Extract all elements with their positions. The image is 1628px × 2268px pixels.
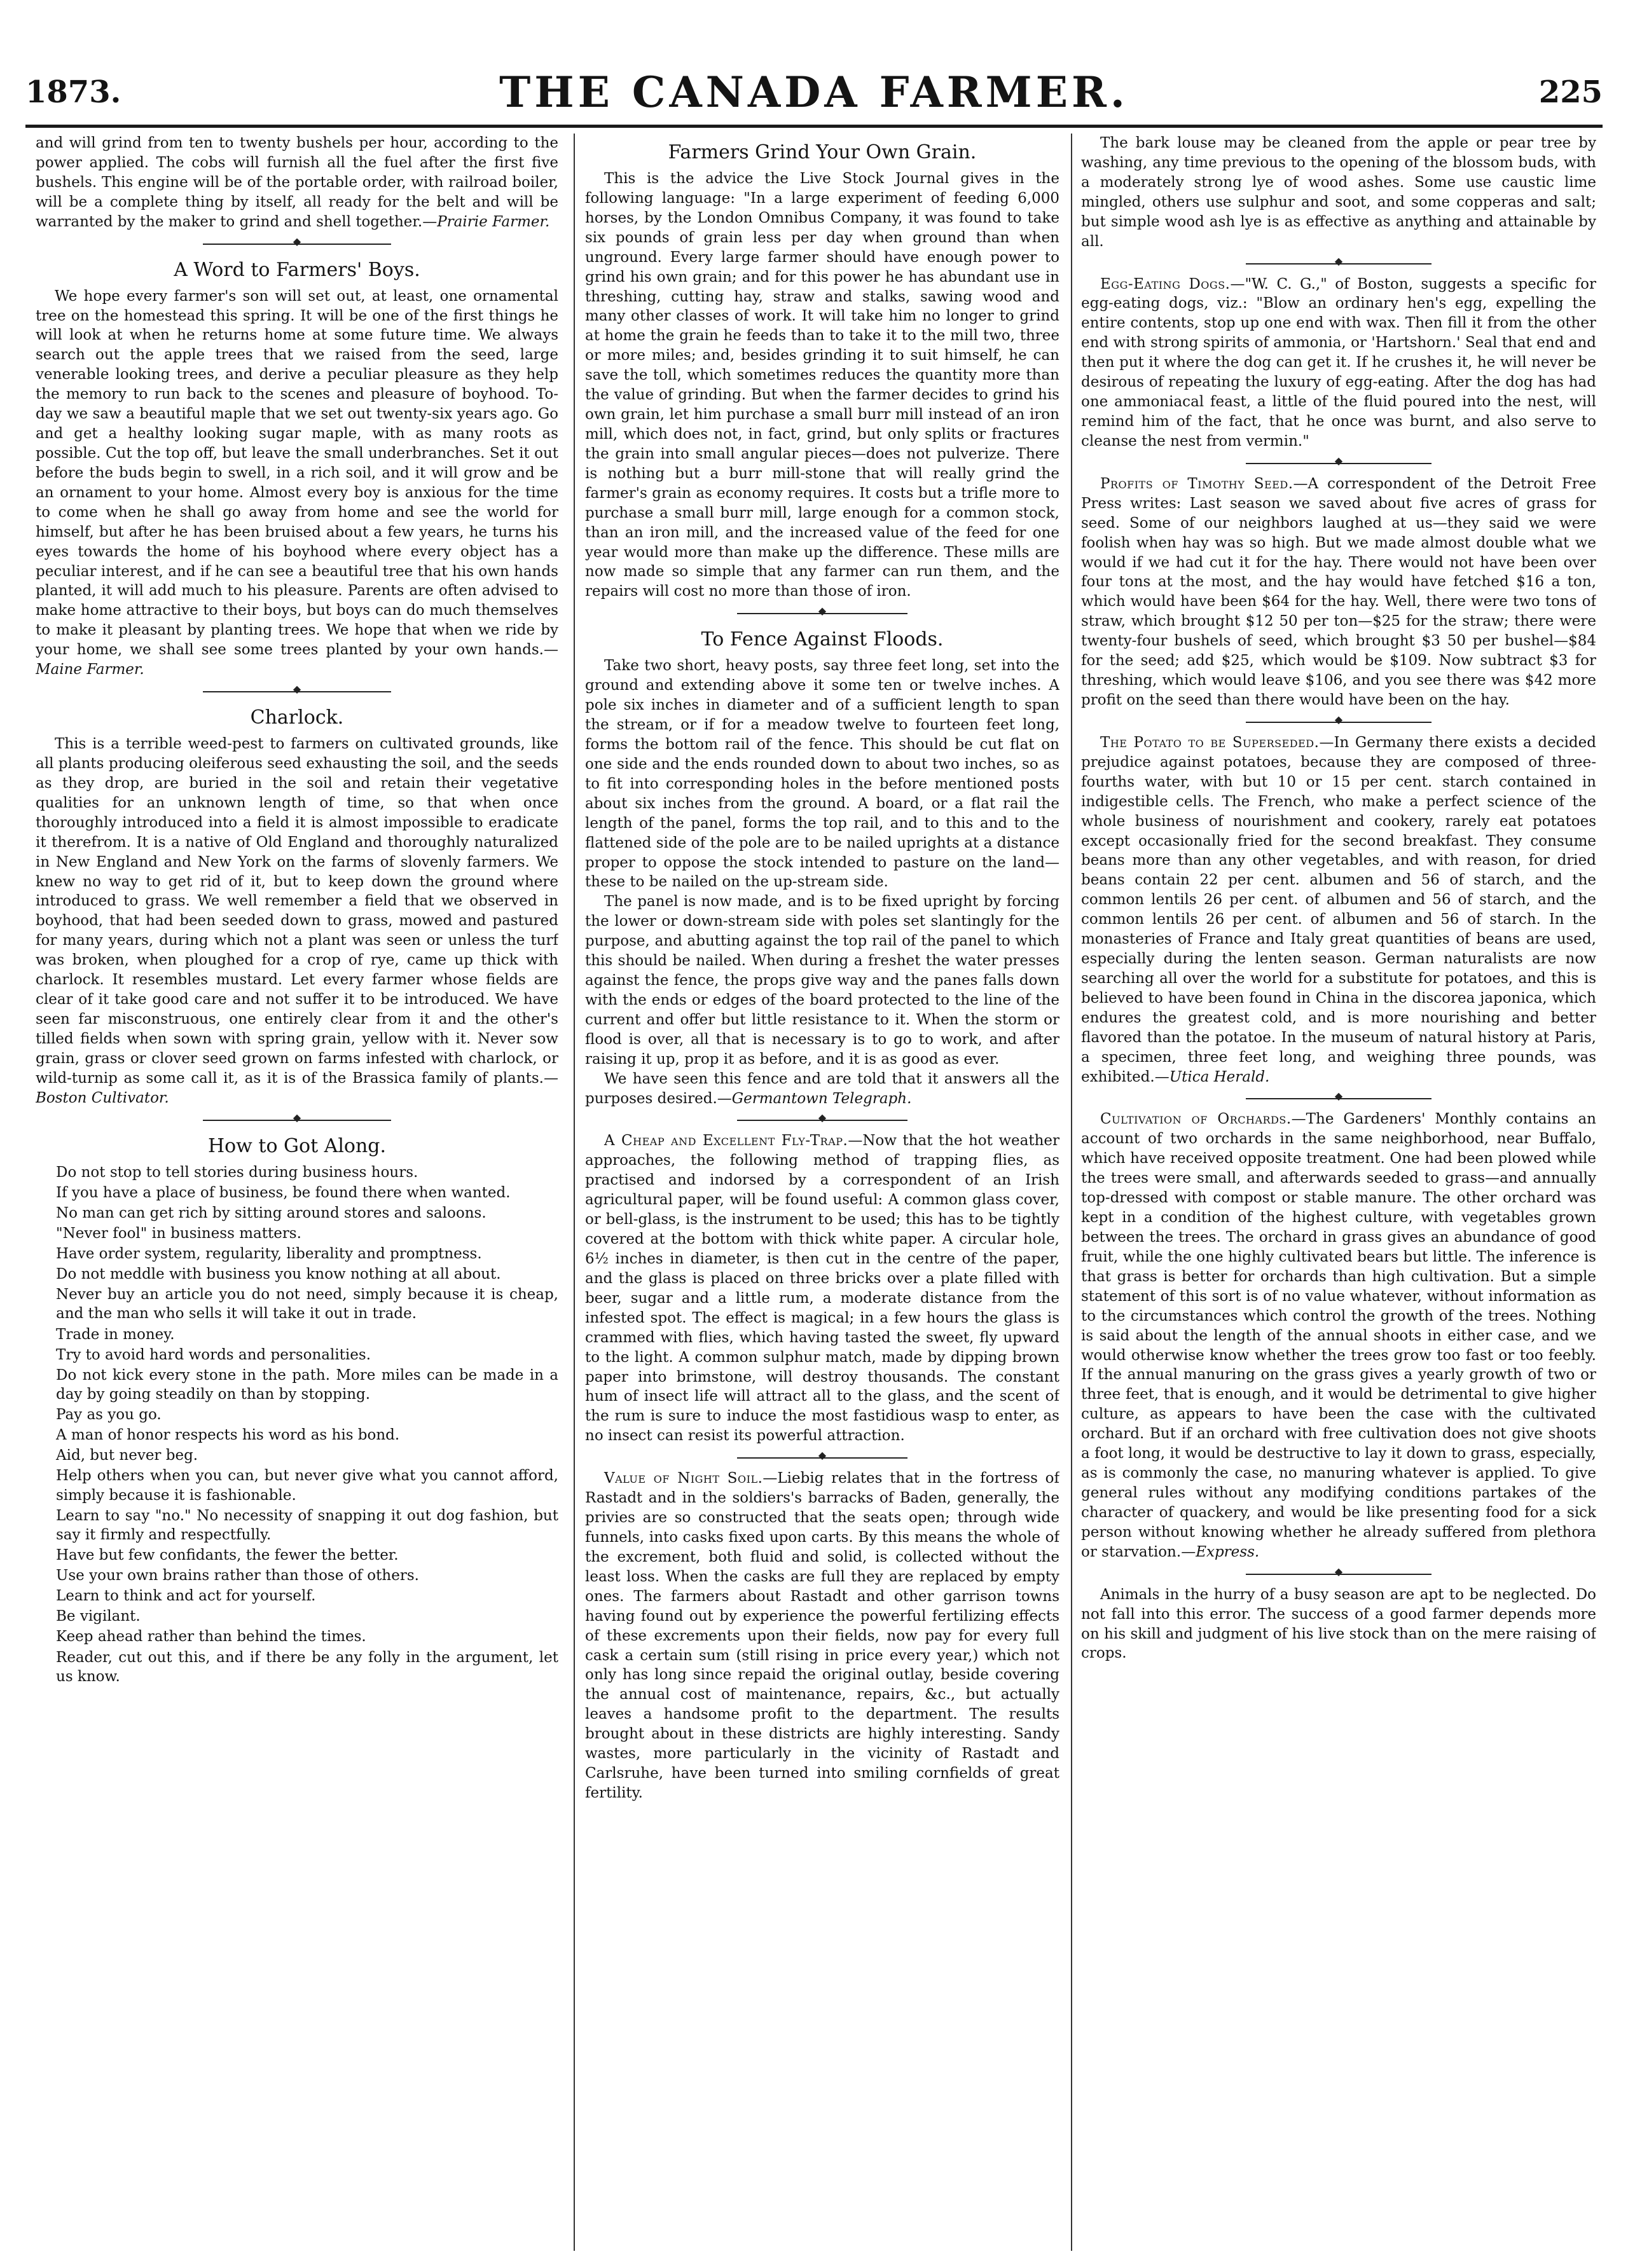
- article-text: The bark louse may be cleaned from the apple or pear tree by washing, any time previous to the opening of the blossom buds, with a moderately strong lye of wood ashes. Some use caustic lime mingled, others use sulphur and soot, and some copperas and salt; but simple wood ash lye is as effective as anything and attainable by all.: [1081, 135, 1596, 250]
- tip-item: A man of honor respects his word as his bond.: [56, 1427, 400, 1444]
- column-rule: [574, 134, 575, 2251]
- article-text: Animals in the hurry of a busy season are apt to be neglected. Do not fall into this error. The success of a good farmer depends more on his skill and judgment of his live stock than on the mere raising of crops.: [1081, 1586, 1596, 1662]
- section-divider: [1081, 715, 1596, 729]
- article-potato: [1081, 733, 1596, 1087]
- section-divider: [585, 1113, 1059, 1127]
- article-title: Charlock.: [250, 706, 344, 729]
- article-title: To Fence Against Floods.: [701, 628, 944, 651]
- article-source: —Maine Farmer.: [36, 642, 558, 678]
- article-egg-dogs: [1081, 275, 1596, 451]
- article-text: —Now that the hot weather approaches, the following method of trapping flies, as practised and indorsed by a correspondent of an Irish agricultural paper, will be found useful: A common glass cover, or bell-glass, is the instrument to be used; this has to be tightly covered at the bottom with thick white paper. A circular hole, 6½ inches in diameter, is then cut in the centre of the paper, and the glass is placed on three bricks over a plate filled with beer, sugar and a little rum, a moderate distance from the infested spot. The effect is magical; in a few hours the glass is crammed with flies, which having tasted the sweet, fly upward to the light. A common sulphur match, made by dipping brown paper into brimstone, will destroy thousands. The constant hum of insect life will attract all to the glass, and the scent of the rum is sure to induce the most fastidious wasp to enter, as no insect can resist its powerful attraction.: [585, 1132, 1059, 1445]
- section-divider: [36, 685, 558, 699]
- article-lead: The Potato to be Superseded.: [1100, 734, 1320, 751]
- article-bark-louse: [1081, 134, 1596, 252]
- article-text: and will grind from ten to twenty bushels per hour, according to the power applied. The cobs will furnish all the fuel after the first five bushels. This engine will be of the portable order, with railroad boiler, will be a complete thing by itself, all ready for the belt and will be warranted by the maker to grind and shell together.: [36, 135, 558, 230]
- tip-item: Learn to say "no." No necessity of snapping it out dog fashion, but say it firmly and respectfully.: [56, 1507, 558, 1543]
- article-lead: Cultivation of Orchards.: [1100, 1111, 1292, 1128]
- article-text: —"W. C. G.," of Boston, suggests a specific for egg-eating dogs, viz.: "Blow an ordinary hen's egg, expelling the entire contents, stop up one end with wax. Then fill it from the other end with strong spirits of ammonia, or 'Hartshorn.' Seal that end and then put it where the dog can get it. If he crushes it, he will never be desirous of repeating the luxury of egg-eating. After the dog has had one ammoniacal feast, a little of the fluid poured into the nest, will remind him of the fact, that he once was burnt, and also serve to cleanse the nest from vermin.": [1081, 275, 1596, 450]
- column-1: [36, 134, 558, 2257]
- tip-item: Use your own brains rather than those of others.: [56, 1567, 419, 1584]
- article-title: Farmers Grind Your Own Grain.: [668, 141, 977, 163]
- article-fly-trap: [585, 1131, 1059, 1446]
- section-divider: [1081, 457, 1596, 471]
- tip-item: Pay as you go.: [56, 1406, 162, 1424]
- tip-item: Reader, cut out this, and if there be any folly in the argument, let us know.: [56, 1649, 558, 1685]
- tip-item: Aid, but never beg.: [56, 1447, 198, 1464]
- tip-item: Do not meddle with business you know nothing at all about.: [56, 1266, 501, 1283]
- masthead-rule: [25, 125, 1603, 128]
- tip-item: Keep ahead rather than behind the times.: [56, 1628, 366, 1646]
- article-title: A Word to Farmers' Boys.: [174, 258, 420, 281]
- tip-item: Try to avoid hard words and personalities.: [56, 1346, 371, 1363]
- article-text: Take two short, heavy posts, say three feet long, set into the ground and extending above it some ten or twelve inches. A pole six inches in diameter and of a sufficient length to span the stream, or if for a meadow twelve to fourteen feet long, forms the bottom rail of the fence. This should be cut flat on one side and the ends rounded down to about two inches, so as to fit into corresponding holes in the before mentioned posts about six inches from the ground. A board, or a flat rail the length of the panel, forms the top rail, and to this and to the flattened side of the pole are to be nailed uprights at a distance proper to oppose the stock intended to pasture on the land—these to be nailed on the up-stream side.: [585, 657, 1059, 891]
- article-lead: Profits of Timothy Seed.: [1100, 475, 1293, 492]
- article-title: How to Got Along.: [207, 1134, 387, 1157]
- tip-item: Have but few confidants, the fewer the better.: [56, 1546, 399, 1564]
- tip-item: Do not stop to tell stories during business hours.: [56, 1164, 418, 1181]
- article-animals: [1081, 1585, 1596, 1664]
- tip-item: Learn to think and act for yourself.: [56, 1588, 316, 1605]
- tip-item: "Never fool" in business matters.: [56, 1225, 301, 1242]
- article-source: —Prairie Farmer.: [422, 213, 550, 230]
- masthead-year: 1873.: [25, 74, 121, 110]
- article-grind-grain: [585, 141, 1059, 601]
- article-text: This is the advice the Live Stock Journal gives in the following language: "In a large experiment of feeding 6,000 horses, by the London Omnibus Company, it was found to take six pounds of grain less per day when ground than when unground. Every large farmer should have enough power to grind his own grain; and for this power he has abundant use in threshing, cutting hay, straw and stalks, sawing wood and many other classes of work. It will take him no longer to grind at home the grain he feeds than to take it to the mill two, three or more miles; and, besides grinding it to suit himself, he can save the toll, which sometimes reduces the quantity more than the value of grinding. But when the farmer decides to grind his own grain, let him purchase a small burr mill instead of an iron mill, which does not, in fact, grind, but only splits or fractures the grain into small angular pieces—does not pulverize. There is nothing but a burr mill-stone that will really grind the farmer's grain as economy requires. It costs but a trifle more to purchase a small burr mill, large enough for a common stock, than an iron mill, and the increased value of the feed for one year would more than make up the difference. These mills are now made so simple that any farmer can run them, and the repairs will cost no more than those of iron.: [585, 170, 1059, 600]
- article-orchards: [1081, 1110, 1596, 1562]
- tip-item: Trade in money.: [56, 1326, 175, 1343]
- section-divider: [1081, 1092, 1596, 1106]
- article-lead: A Cheap and Excellent Fly-Trap.: [604, 1132, 848, 1150]
- section-divider: [36, 1113, 558, 1127]
- masthead-title: THE CANADA FARMER.: [499, 67, 1129, 117]
- tip-item: Have order system, regularity, liberality and promptness.: [56, 1246, 482, 1263]
- article-word-to-boys: [36, 259, 558, 680]
- article-text: This is a terrible weed-pest to farmers on cultivated grounds, like all plants producing oleiferous seed exhausting the soil, and the seeds as they drop, are buried in the soil and retain their vegetative qualities for an unknown length of time, so that when once thoroughly introduced into a field it is almost impossible to eradicate it therefrom. It is a native of Old England and thoroughly naturalized in New England and New York on the farms of slovenly farmers. We knew no way to get rid of it, but to keep down the ground where introduced to grass. We well remember a field that we observed in boyhood, that had been seeded down to grass, mowed and pastured for many years, during which not a plant was seen or unless the turf was broken, when ploughed for a crop of rye, came up thick with charlock. It resembles mustard. Let every farmer whose fields are clear of it take good care and not suffer it to be introduced. We have seen far misconstruous, one entirely clear from it and the other's tilled fields when sown with spring grain, yellow with it. Never sow grain, grass or clover seed grown on farms infested with charlock, or wild-turnip as some call it, as it is of the Brassica family of plants.: [36, 736, 558, 1087]
- column-2: [585, 134, 1059, 2257]
- section-divider: [585, 607, 1059, 621]
- article-charlock: [36, 706, 558, 1108]
- article-continued: [36, 134, 558, 232]
- masthead: [25, 69, 1603, 116]
- article-fence-floods: [585, 628, 1059, 1108]
- article-source: —Utica Herald.: [1154, 1068, 1270, 1085]
- article-night-soil: [585, 1469, 1059, 1803]
- article-source: —Germantown Telegraph.: [717, 1090, 912, 1107]
- article-text: We have seen this fence and are told that it answers all the purposes desired.: [585, 1070, 1059, 1107]
- article-text: —Liebig relates that in the fortress of Rastadt and in the soldiers's barracks of Baden, generally, the privies are so constructed that the seats open; through wide funnels, into casks fixed upon carts. By this means the whole of the excrement, both fluid and solid, is collected without the least loss. When the casks are full they are replaced by empty ones. The farmers about Rastadt and other garrison towns having found out by experience the powerful fertilizing effects of these excrements upon their fields, now pay for every full cask a certain sum (still rising in price every year,) which not only has long since repaid the original outlay, beside covering the annual cost of maintenance, repairs, &c., but actually leaves a handsome profit to the department. The results brought about in these districts are highly interesting. Sandy wastes, more particularly in the vicinity of Rastadt and Carlsruhe, have been turned into smiling cornfields of great fertility.: [585, 1470, 1059, 1801]
- article-text: —The Gardeners' Monthly contains an account of two orchards in the same neighborhood, near Buffalo, which have received opposite treatment. One had been plowed while the trees were small, and afterwards seeded to grass—and annually top-dressed with compost or stable manure. The other orchard was kept in a condition of the highest culture, with vegetables grown between the trees. The orchard in grass gives an abundance of good fruit, while the one highly cultivated bears but little. The inference is that grass is better for orchards than high cultivation. But a simple statement of this sort is of no value whatever, without information as to the circumstances which control the growth of the trees. Nothing is said about the length of the annual shoots in either case, and we would otherwise know whether the trees grow too fast or too feebly. If the annual manuring on the grass gives a yearly growth of two or three feet, that is enough, and it would be detrimental to give higher culture, as appears to have been the case with the cultivated orchard. But if an orchard with free cultivation does not give shoots a foot long, it would be destructive to lay it down to grass, especially, as is commonly the case, no manuring whatever is applied. To give general rules without any modifying conditions partakes of the character of quackery, and would be like presenting food for a sick person without knowing whether he already suffered from plethora or starvation.: [1081, 1111, 1596, 1560]
- column-3: [1081, 134, 1596, 2257]
- section-divider: [585, 1451, 1059, 1465]
- article-text: We hope every farmer's son will set out, at least, one ornamental tree on the homestead this spring. It will be one of the first things he will look at when he returns home at some future time. We always search out the apple trees that we raised from the seed, large venerable looking trees, and derive a peculiar pleasure as they help the memory to run back to the scenes and pleasure of boyhood. To-day we saw a beautiful maple that we set out twenty-six years ago. Go and get a healthy looking sugar maple, with as many roots as possible. Cut the top off, but leave the small underbranches. Set it out before the buds begin to swell, in a rich soil, and it will grow and be an ornament to your home. Almost every boy is anxious for the time to come when he shall go away from home and see the world for himself, but after he has been bruised about a few years, he turns his eyes towards the home of his boyhood where every object has a peculiar interest, and if he can see a beautiful tree that his own hands planted, it will add much to his pleasure. Parents are often advised to make home attractive to their boys, but boys can do much themselves to make it pleasant by planting trees. We hope that when we ride by your home, we shall see some trees planted by your own hands.: [36, 287, 558, 659]
- section-divider: [36, 237, 558, 251]
- tip-item: Help others when you can, but never give what you cannot afford, simply because it is fashionable.: [56, 1467, 558, 1504]
- article-text: The panel is now made, and is to be fixed upright by forcing the lower or down-stream side with poles set slantingly for the purpose, and abutting against the top rail of the panel to which this should be nailed. When during a freshet the water presses against the fence, the props give way and the panes falls down with the ends or edges of the board protected to the line of the current and offer but little resistance to it. When the storm or flood is over, all that is necessary is to go to work, and after raising it up, prop it as before, and it is as good as ever.: [585, 893, 1059, 1068]
- section-divider: [1081, 1567, 1596, 1581]
- tips-list: [36, 1163, 558, 1686]
- article-source: —Boston Cultivator.: [36, 1069, 558, 1106]
- article-get-along: [36, 1135, 558, 1686]
- article-source: —Express.: [1181, 1543, 1260, 1560]
- article-text: —In Germany there exists a decided prejudice against potatoes, because they are composed of three-fourths water, with but 10 or 15 per cent. starch contained in indigestible cells. The French, who make a perfect science of the whole business of nourishment and cookery, rarely eat potatoes except occasionally fried for the second breakfast. They consume beans more than any other vegetables, and with reason, for dried beans contain 22 per cent. albumen and 56 of starch, and the common lentils 26 per cent. of albumen and 56 of starch, and the common lentils 26 per cent. of albumen and 56 of starch. In the monasteries of France and Italy great quantities of beans are used, especially during the lenten season. German naturalists are now searching all over the world for a substitute for potatoes, and this is believed to have been found in China in the discorea japonica, which endures the greatest cold, and is more nourishing and better flavored than the potatoe. In the museum of natural history at Paris, a specimen, three feet long, and weighing three pounds, was exhibited.: [1081, 734, 1596, 1085]
- article-lead: Value of Night Soil.: [604, 1470, 763, 1487]
- article-text: —A correspondent of the Detroit Free Press writes: Last season we saved about five acres of grass for seed. Some of our neighbors laughed at us—they said we were foolish when hay was so high. But we made almost double what we would if we had cut it for the hay. There would not have been over four tons at the most, and the hay would have fetched $16 a ton, which would have been $64 for the hay. Well, there were two tons of straw, which brought $12 50 per ton—$25 for the straw; there were twenty-four bushels of seed, which brought $3 50 per bushel—$84 for the seed; add $25, which would be $109. Now subtract $3 for threshing, which would leave $106, and you see there was $42 more profit on the seed than there would have been on the hay.: [1081, 475, 1596, 708]
- section-divider: [1081, 257, 1596, 271]
- column-rule: [1071, 134, 1072, 2251]
- tip-item: Never buy an article you do not need, simply because it is cheap, and the man who sells it will take it out in trade.: [56, 1286, 558, 1323]
- article-timothy: [1081, 474, 1596, 710]
- article-lead: Egg-Eating Dogs.: [1100, 275, 1231, 292]
- tip-item: No man can get rich by sitting around stores and saloons.: [56, 1204, 486, 1221]
- tip-item: If you have a place of business, be found there when wanted.: [56, 1184, 511, 1201]
- tip-item: Do not kick every stone in the path. More miles can be made in a day by going steadily on than by stopping.: [56, 1366, 558, 1403]
- page-number: 225: [1538, 74, 1603, 110]
- tip-item: Be vigilant.: [56, 1608, 141, 1625]
